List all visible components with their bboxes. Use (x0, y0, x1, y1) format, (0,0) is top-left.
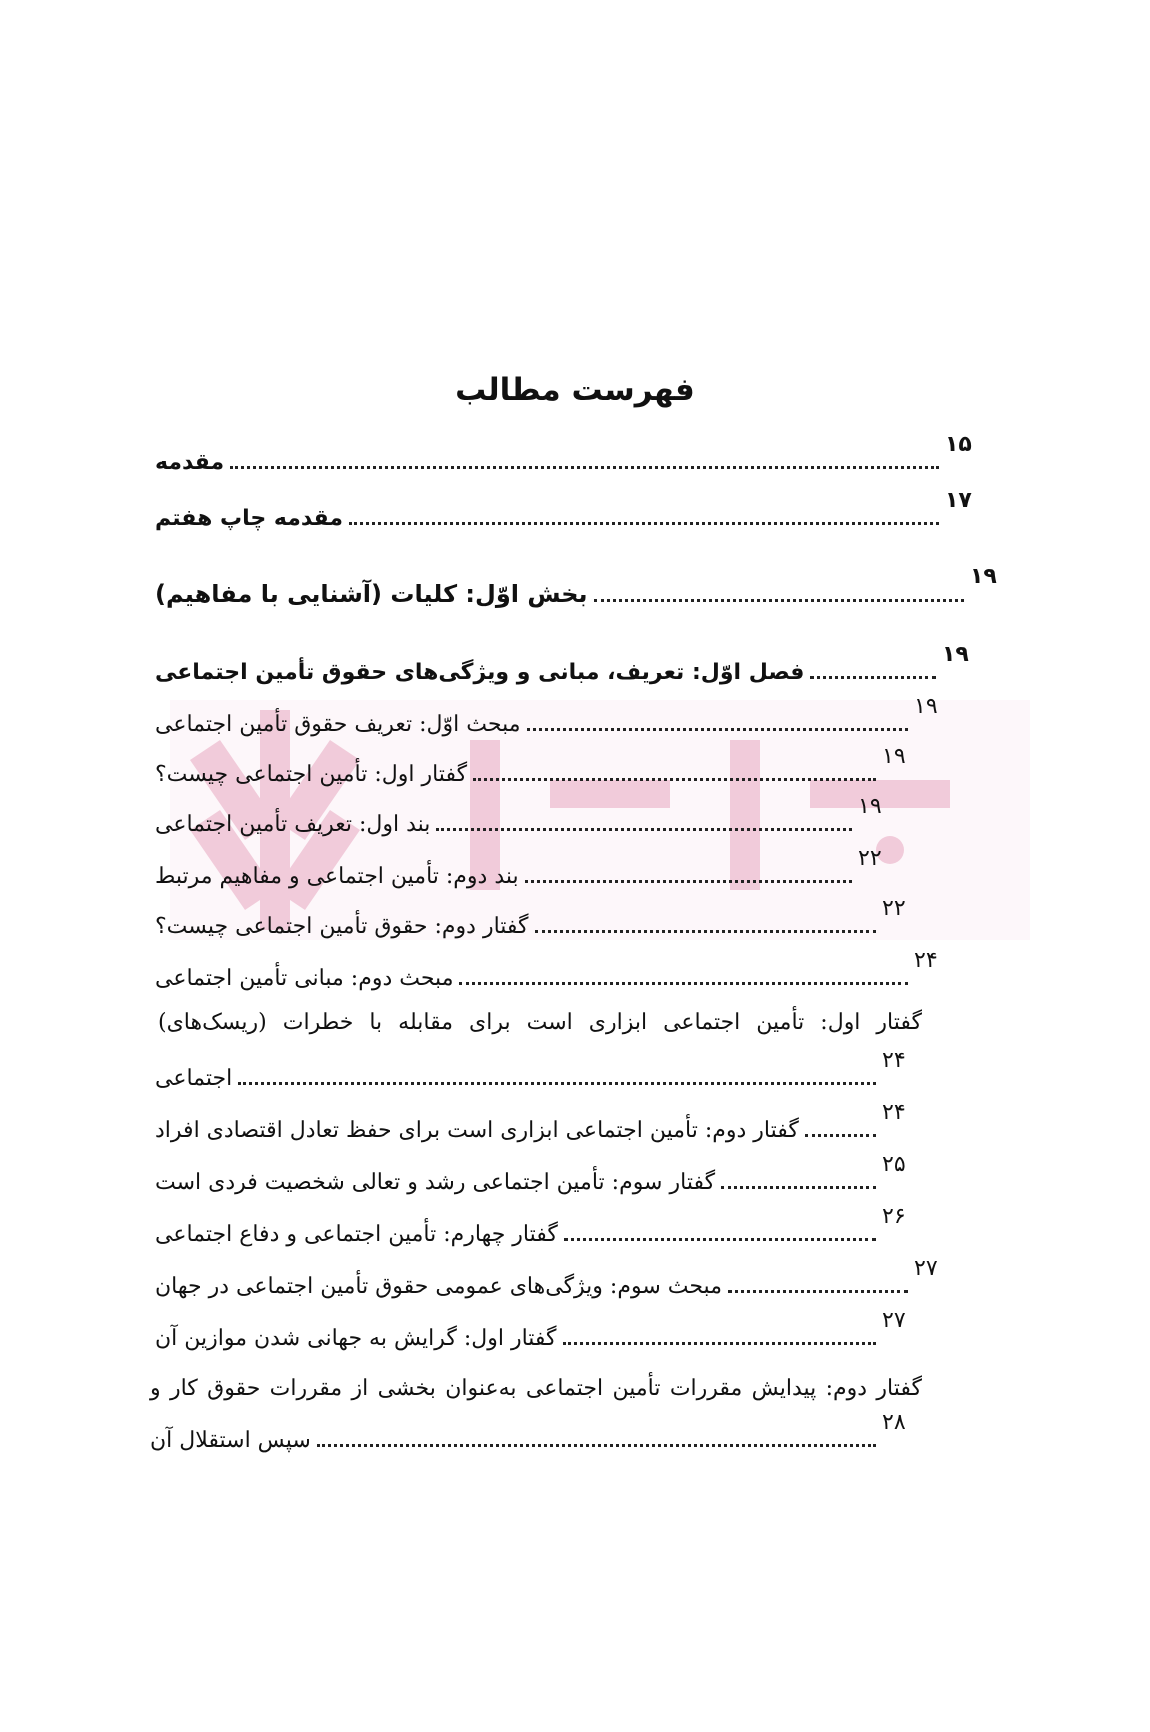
toc-leader-dots (810, 676, 936, 679)
toc-leader-dots (721, 1186, 876, 1189)
toc-page-number: ۱۹ (970, 564, 997, 590)
toc-leader-dots (436, 828, 852, 831)
toc-entry (155, 1048, 922, 1092)
toc-page-number: ۲۶ (882, 1204, 906, 1229)
toc-entry (150, 1410, 922, 1454)
toc-leader-dots (349, 522, 939, 525)
toc-page-number: ۲۷ (914, 1256, 938, 1281)
toc-leader-dots (473, 778, 876, 781)
toc-leader-dots (535, 930, 876, 933)
toc-entry (155, 488, 985, 532)
toc-entry (155, 1100, 922, 1144)
toc-entry (155, 896, 922, 940)
toc-entry (155, 744, 922, 788)
toc-entry-title: گفتار اول: تأمین اجتماعی چیست؟ (155, 762, 468, 787)
toc-page-number: ۱۹ (942, 642, 969, 667)
toc-entry-title: گفتار دوم: حقوق تأمین اجتماعی چیست؟ (155, 914, 529, 939)
toc-entry-title-line2: اجتماعی (155, 1066, 233, 1091)
toc-leader-dots (459, 982, 908, 985)
toc-entry-title: گفتار اول: گرایش به جهانی شدن موازین آن (155, 1326, 557, 1351)
toc-entry (155, 432, 985, 476)
toc-entry-title: مبحث سوم: ویژگی‌های عمومی حقوق تأمین اجتماعی در جهان (155, 1274, 722, 1299)
toc-leader-dots (563, 1342, 876, 1345)
toc-entry-title: گفتار دوم: تأمین اجتماعی ابزاری است برای حفظ تعادل اقتصادی افراد (155, 1118, 799, 1143)
toc-entry-title: بخش اوّل: کلیات (آشنایی با مفاهیم) (155, 580, 588, 608)
toc-entry (155, 1152, 922, 1196)
toc-entry (155, 1308, 922, 1352)
toc-page-number: ۲۴ (882, 1048, 906, 1073)
toc-page-number: ۲۴ (882, 1100, 906, 1125)
toc-entry (155, 1204, 922, 1248)
toc-entry-title: گفتار چهارم: تأمین اجتماعی و دفاع اجتماعی (155, 1222, 558, 1247)
toc-page-number: ۱۵ (945, 432, 972, 457)
toc-leader-dots (238, 1082, 876, 1085)
toc-entry-title: مبحث اوّل: تعریف حقوق تأمین اجتماعی (155, 712, 521, 737)
toc-page-number: ۲۲ (882, 896, 906, 921)
toc-entry-title-line1: گفتار اول: تأمین اجتماعی ابزاری است برای مقابله با خطرات (ریسک‌های) (158, 1010, 922, 1035)
toc-entry-title: فصل اوّل: تعریف، مبانی و ویژگی‌های حقوق تأمین اجتماعی (155, 660, 805, 685)
toc-entry (155, 564, 1010, 609)
toc-leader-dots (564, 1238, 876, 1241)
toc-entry-title: مقدمه چاپ هفتم (155, 506, 343, 531)
toc-page-number: ۲۴ (914, 948, 938, 973)
toc-leader-dots (317, 1444, 876, 1447)
toc-leader-dots (805, 1134, 876, 1137)
toc-entry (155, 846, 898, 890)
toc-page-number: ۲۵ (882, 1152, 906, 1177)
toc-leader-dots (594, 599, 964, 602)
toc-leader-dots (230, 466, 939, 469)
toc-entry-title-line1: گفتار دوم: پیدایش مقررات تأمین اجتماعی به‌عنوان بخشی از مقررات حقوق کار و (150, 1376, 922, 1401)
toc-page-number: ۱۹ (882, 744, 906, 769)
toc-entry-title: مقدمه (155, 450, 225, 475)
toc-entry (155, 694, 954, 738)
toc-leader-dots (728, 1290, 908, 1293)
toc-entry (155, 642, 982, 686)
toc-entry-title: بند دوم: تأمین اجتماعی و مفاهیم مرتبط (155, 864, 519, 889)
toc-entry-title: گفتار سوم: تأمین اجتماعی رشد و تعالی شخصیت فردی است (155, 1170, 716, 1195)
toc-entry-title: مبحث دوم: مبانی تأمین اجتماعی (155, 966, 454, 991)
toc-entry (155, 948, 954, 992)
toc-leader-dots (525, 880, 852, 883)
toc-entry-title-line2: سپس استقلال آن (150, 1428, 311, 1453)
toc-page-number: ۱۹ (914, 694, 938, 719)
toc-page-number: ۱۷ (945, 488, 972, 513)
toc-page-number: ۲۸ (882, 1410, 906, 1435)
toc-entry-title: بند اول: تعریف تأمین اجتماعی (155, 812, 431, 837)
toc-page-number: ۲۷ (882, 1308, 906, 1333)
toc-entry (155, 794, 898, 838)
toc-entry (155, 1256, 954, 1300)
page-title: فهرست مطالب (455, 372, 695, 408)
toc-page-number: ۱۹ (858, 794, 882, 819)
toc-page-number: ۲۲ (858, 846, 882, 871)
toc-leader-dots (527, 728, 909, 731)
